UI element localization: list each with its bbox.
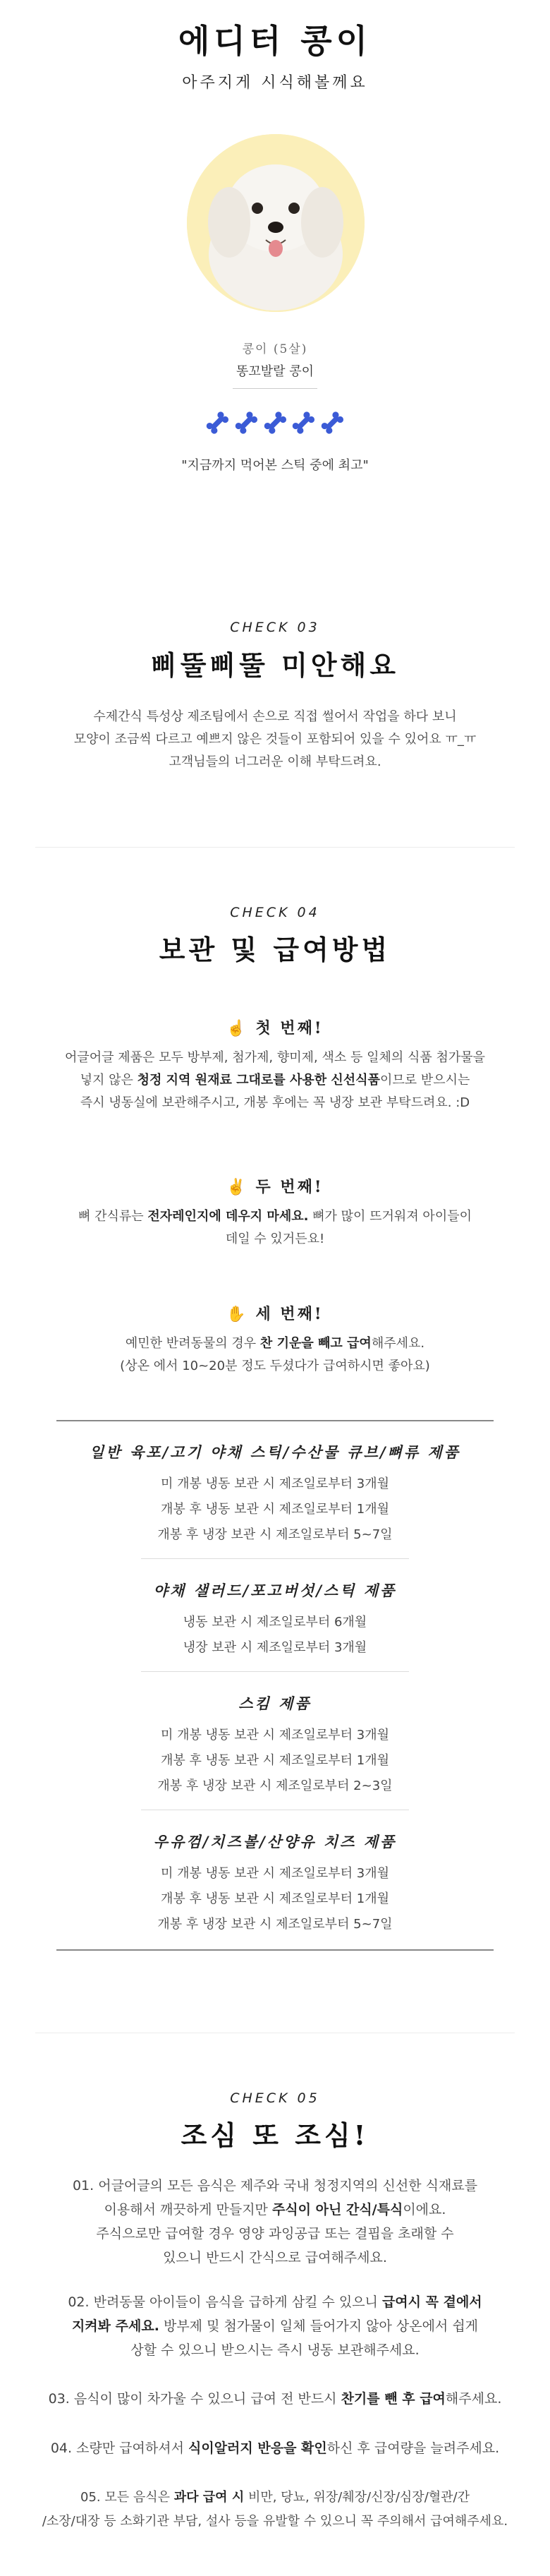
- storage-divider: [141, 1558, 409, 1559]
- bone-icon: [262, 406, 288, 440]
- check3-line: 고객님들의 너그러운 이해 부탁드려요.: [169, 754, 381, 769]
- step3-title: ✋ 세 번째!: [226, 1305, 324, 1323]
- storage2-title: 야채 샐러드/포고버섯/스틱 제품: [153, 1582, 397, 1599]
- check4-label: CHECK 04: [230, 905, 320, 920]
- caution-item-1: 01. 어글어글의 모든 음식은 제주와 국내 청정지역의 신선한 식재료를 이용해서 깨끗하게 만들지만 주식이 아닌 간식/특식이에요. 주식으로만 급여할 경우 영양 과잉공급 또는 결핍을 초래할 수 있으니 반드시 간식으로 급여해주세요.: [72, 2178, 478, 2265]
- storage3-title: 스킴 제품: [238, 1695, 312, 1712]
- step3-body: 예민한 반려동물의 경우 찬 기운을 빼고 급여해주세요. (상온 에서 10~20분 정도 두셨다가 급여하시면 좋아요): [120, 1336, 430, 1373]
- caution-item-4: 04. 소량만 급여하셔서 식이알러지 반응을 확인하신 후 급여량을 늘려주세요.: [50, 2440, 500, 2456]
- hand-two-icon: ✌: [226, 1178, 256, 1196]
- step2-body: 뼈 간식류는 전자레인지에 데우지 마세요. 뼈가 많이 뜨거워져 아이들이 데일 수 있거든요!: [78, 1209, 472, 1246]
- storage4-title: 우유껌/치즈볼/산양유 치즈 제품: [153, 1833, 397, 1850]
- bone-icon: [233, 406, 259, 440]
- step1-body: 어글어글 제품은 모두 방부제, 첨가제, 향미제, 색소 등 일체의 식품 첨가물을 넣지 않은 청정 지역 원재료 그대로를 사용한 신선식품이므로 받으시는 즉시 냉동실에 보관해주시고, 개봉 후에는 꼭 냉장 보관 부탁드려요. :D: [64, 1050, 486, 1110]
- section-divider: [35, 847, 515, 848]
- bone-icon: [204, 406, 231, 440]
- divider: [233, 388, 317, 389]
- review-quote: "지금까지 먹어본 스틱 중에 최고": [181, 458, 369, 473]
- caution-item-5: 05. 모든 음식은 과다 급여 시 비만, 당뇨, 위장/췌장/신장/심장/혈관/간 /소장/대장 등 소화기관 부담, 설사 등을 유발할 수 있으니 꼭 주의해서 급여해주세요.: [42, 2490, 508, 2529]
- storage1-title: 일반 육포/고기 야채 스틱/수산물 큐브/뼈류 제품: [90, 1443, 460, 1461]
- storage-top-divider: [56, 1420, 494, 1421]
- storage-bottom-divider: [56, 1949, 494, 1951]
- page-subtitle: 아주지게 시식해볼께요: [182, 74, 368, 92]
- avatar-name: 똥꼬발랄 콩이: [236, 364, 314, 379]
- check5-title: 조심 또 조심!: [181, 2119, 369, 2151]
- rating-bones: [204, 406, 346, 441]
- dog-photo: [187, 134, 365, 312]
- storage1-lines: 미 개봉 냉동 보관 시 제조일로부터 3개월 개봉 후 냉동 보관 시 제조일로부터 1개월 개봉 후 냉장 보관 시 제조일로부터 5~7일: [157, 1476, 393, 1542]
- caution-item-2: 02. 반려동물 아이들이 음식을 급하게 삼킬 수 있으니 급여시 꼭 곁에서 지켜봐 주세요. 방부제 및 첨가물이 일체 들어가지 않아 상온에서 쉽게 상할 수 있으니 받으시는 즉시 냉동 보관해주세요.: [68, 2294, 482, 2358]
- avatar-caption: 콩이 (5살): [242, 342, 308, 356]
- hand-one-icon: ☝: [226, 1019, 256, 1037]
- storage2-lines: 냉동 보관 시 제조일로부터 6개월 냉장 보관 시 제조일로부터 3개월: [183, 1615, 367, 1655]
- check3-line: 수제간식 특성상 제조팀에서 손으로 직접 썰어서 작업을 하다 보니: [93, 709, 457, 724]
- avatar: [187, 134, 365, 312]
- storage4-lines: 미 개봉 냉동 보관 시 제조일로부터 3개월 개봉 후 냉동 보관 시 제조일로부터 1개월 개봉 후 냉장 보관 시 제조일로부터 5~7일: [157, 1866, 393, 1932]
- check5-label: CHECK 05: [230, 2090, 320, 2106]
- check3-title: 삐뚤삐뚤 미안해요: [151, 649, 399, 681]
- check3-label: CHECK 03: [230, 620, 320, 635]
- page-title: 에디터 콩이: [178, 22, 372, 60]
- check4-title: 보관 및 급여방법: [159, 934, 391, 965]
- hand-three-icon: ✋: [226, 1305, 256, 1323]
- caution-item-3: 03. 음식이 많이 차가울 수 있으니 급여 전 반드시 찬기를 뺀 후 급여해주세요.: [48, 2391, 502, 2407]
- bone-icon: [291, 406, 317, 440]
- storage3-lines: 미 개봉 냉동 보관 시 제조일로부터 3개월 개봉 후 냉동 보관 시 제조일로부터 1개월 개봉 후 냉장 보관 시 제조일로부터 2~3일: [157, 1728, 393, 1793]
- check3-body: [0, 706, 550, 774]
- step1-title: ☝ 첫 번째!: [226, 1019, 324, 1037]
- storage-divider: [141, 1671, 409, 1672]
- step2-title: ✌ 두 번째!: [226, 1178, 324, 1196]
- check3-line: 모양이 조금씩 다르고 예쁘지 않은 것들이 포함되어 있을 수 있어요 ㅠ_ㅠ: [73, 732, 477, 747]
- bone-icon: [319, 406, 346, 440]
